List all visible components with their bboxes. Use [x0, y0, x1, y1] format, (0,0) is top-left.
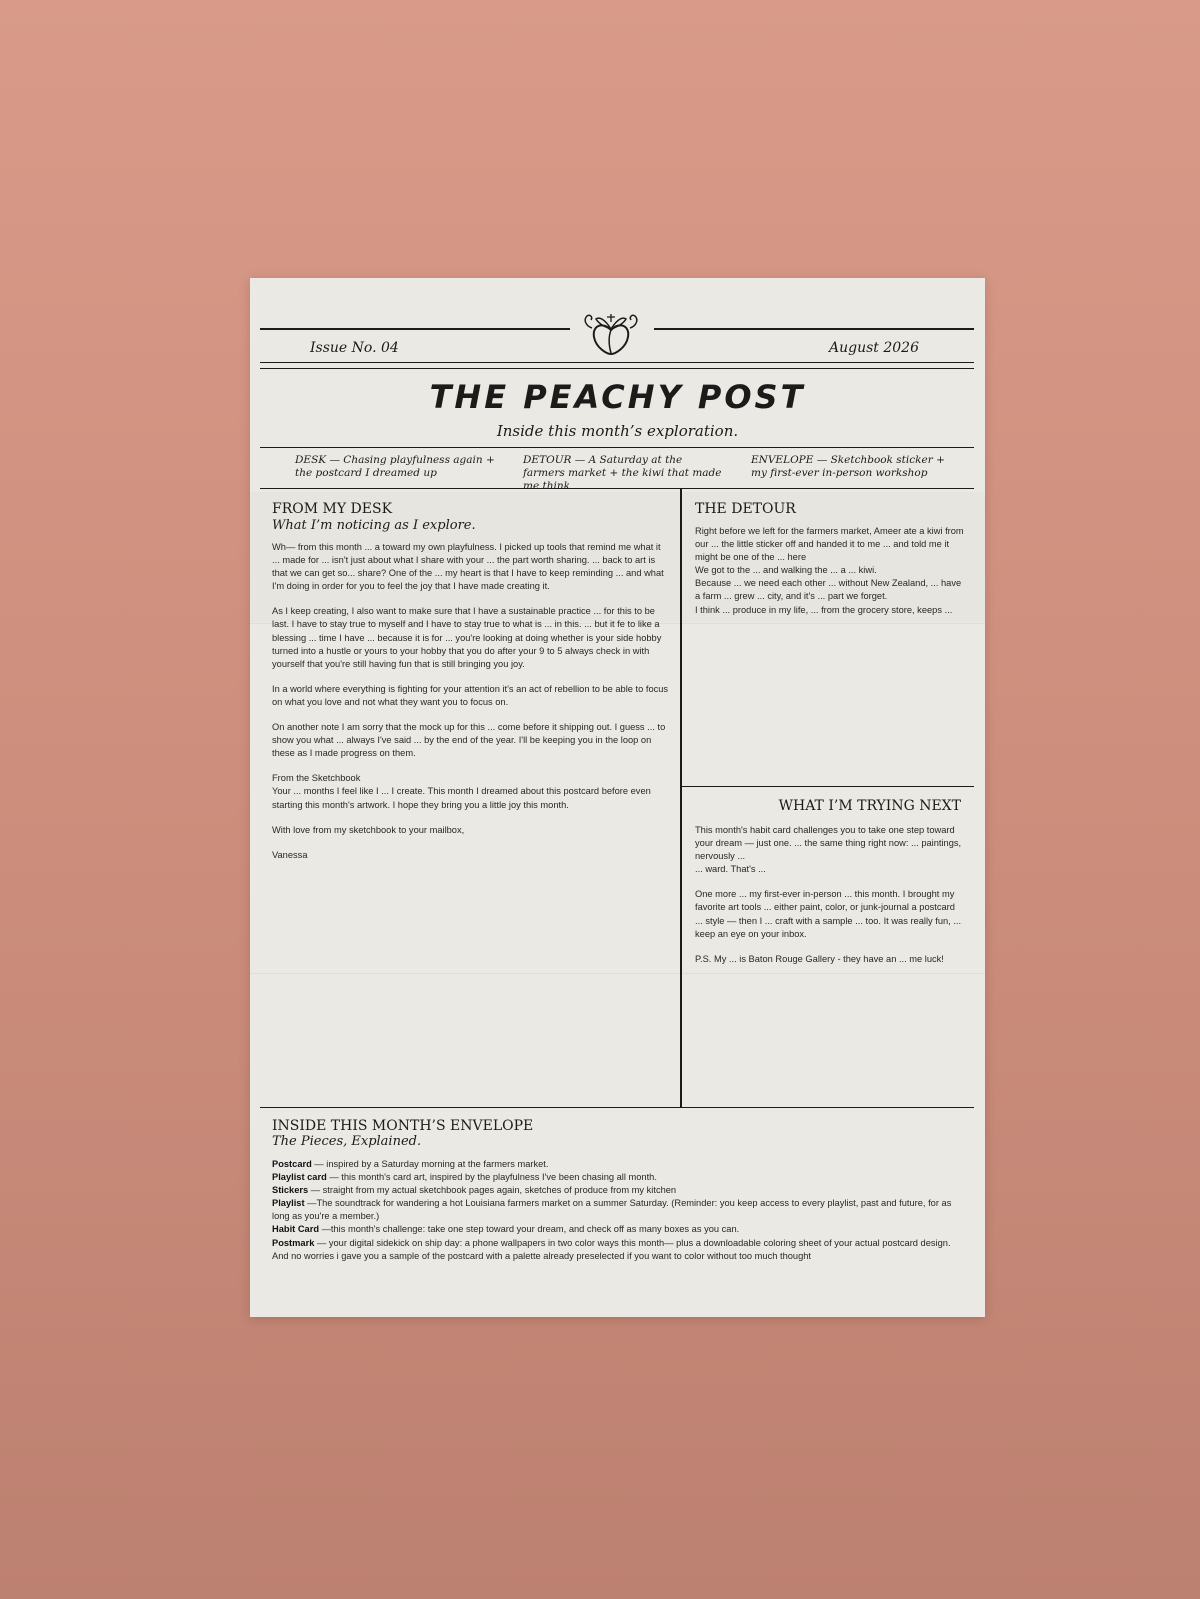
issue-number: Issue No. 04: [310, 340, 399, 356]
toc-item-detour: DETOUR — A Saturday at the farmers market + the kiwi that made me think: [523, 454, 722, 492]
issue-date: August 2026: [829, 340, 919, 356]
trying-body: [695, 824, 965, 978]
envelope-top-rule: [260, 1107, 974, 1108]
envelope-item-habit-card: Habit Card —this month's challenge: take one step toward your dream, and check off as many boxes as you can.: [272, 1224, 740, 1235]
envelope-item-playlist-card: Playlist card — this month's card art, inspired by the playfulness I've been chasing all month.: [272, 1172, 657, 1183]
header-rule: [260, 368, 974, 369]
trying-paragraph: This month's habit card challenges you to take one step toward your dream — just one. ... the same thing right now: ... paintings, nervously ... ... ward. That's ...: [695, 825, 962, 875]
desk-paragraph: Wh— from this month ... a toward my own playfulness. I picked up tools that remind me what it ... made for ... isn't just about what I share with your ... the part worth sharing. ... back to art is that we can get so... share? One of the ... my heart is that I have to keep reminding ... and what I'm doing in order for you to feel the joy that I have made creating it.: [272, 542, 664, 592]
masthead-tagline: Inside this month’s exploration.: [496, 422, 739, 440]
desk-body: [272, 541, 670, 874]
desk-paragraph: From the Sketchbook Your ... months I feel like I ... I create. This month I dreamed about this postcard before even starting this month's artwork. I hope they bring you a little joy this month.: [272, 773, 651, 810]
toc-item-envelope: ENVELOPE — Sketchbook sticker + my first-ever in-person workshop: [751, 454, 945, 479]
detour-body: Right before we left for the farmers market, Ameer ate a kiwi from our ... the little sticker off and handed it to me ... and told me it might be one of the ... here We got to the ... and walking the ... a ... kiwi. Because ... we need each other ... without New Zealand, ... have a farm ... grew ... city, and it's ... part we forget. I think ... produce in my life, ... from the grocery store, keeps ...: [695, 526, 964, 615]
envelope-list: [272, 1158, 962, 1263]
newsletter-page: [250, 278, 985, 1317]
toc-item-desk: DESK — Chasing playfulness again + the postcard I dreamed up: [295, 454, 495, 479]
top-rule-left: [260, 328, 570, 330]
desk-subtitle: What I’m noticing as I explore.: [272, 518, 476, 533]
trying-paragraph: One more ... my first-ever in-person ... this month. I brought my favorite art tools ... either paint, color, or junk-journal a postcard ... style — then I ... craft with a sample ... too. It was really fun, ... keep an eye on your inbox.: [695, 889, 962, 939]
envelope-item-postmark: Postmark — your digital sidekick on ship day: a phone wallpapers in two color ways this month— plus a downloadable coloring sheet of your actual postcard design. And no worries i gave you a sample of the postcard with a palette already preselected if you want to color without too much thought: [272, 1237, 951, 1261]
detour-title: THE DETOUR: [695, 501, 796, 517]
envelope-title: INSIDE THIS MONTH’S ENVELOPE: [272, 1118, 534, 1134]
desk-signoff: With love from my sketchbook to your mailbox,: [272, 824, 465, 835]
desk-paragraph: In a world where everything is fighting for your attention it's an act of rebellion to be able to focus on what you love and not what they want you to focus on.: [272, 683, 669, 707]
envelope-item-stickers: Stickers — straight from my actual sketchbook pages again, sketches of produce from my kitchen: [272, 1185, 677, 1196]
desk-paragraph: On another note I am sorry that the mock up for this ... come before it shipping out. I guess ... to show you what ... always I've said ... by the end of the year. I'll be keeping you in the loop on these as I made progress on them.: [272, 722, 666, 759]
trying-title: WHAT I’M TRYING NEXT: [778, 798, 961, 814]
detour-bottom-rule: [682, 786, 974, 787]
envelope-subtitle: The Pieces, Explained.: [272, 1134, 422, 1149]
top-rule-right: [654, 328, 974, 330]
toc-bottom-rule: [260, 488, 974, 489]
envelope-item-playlist: Playlist —The soundtrack for wandering a hot Louisiana farmers market on a summer Saturday. (Reminder: you keep access to every playlist, past and future, for as long as you're a member.): [272, 1198, 952, 1222]
peach-logo-icon: [580, 308, 642, 358]
toc-top-rule: [260, 447, 974, 448]
column-divider: [680, 489, 682, 1107]
envelope-item-postcard: Postcard — inspired by a Saturday morning at the farmers market.: [272, 1159, 549, 1169]
desk-signature: Vanessa: [272, 849, 308, 860]
masthead-title: THE PEACHY POST: [429, 378, 806, 416]
desk-title: FROM MY DESK: [272, 501, 393, 517]
desk-paragraph: As I keep creating, I also want to make sure that I have a sustainable practice ... for this to be last. I have to stay true to myself and I have to stay true to what is ... in this. ... but it fe to like a blessing ... time I have ... because it is for ... you're looking at doing whether is your side hobby turned into a hustle or yours to your hobby that you do after your 9 to 5 always check in with yourself that you're still having fun that is still bringing you joy.: [272, 606, 662, 669]
trying-paragraph: P.S. My ... is Baton Rouge Gallery - they have an ... me luck!: [695, 953, 944, 964]
header-rule: [260, 362, 974, 363]
